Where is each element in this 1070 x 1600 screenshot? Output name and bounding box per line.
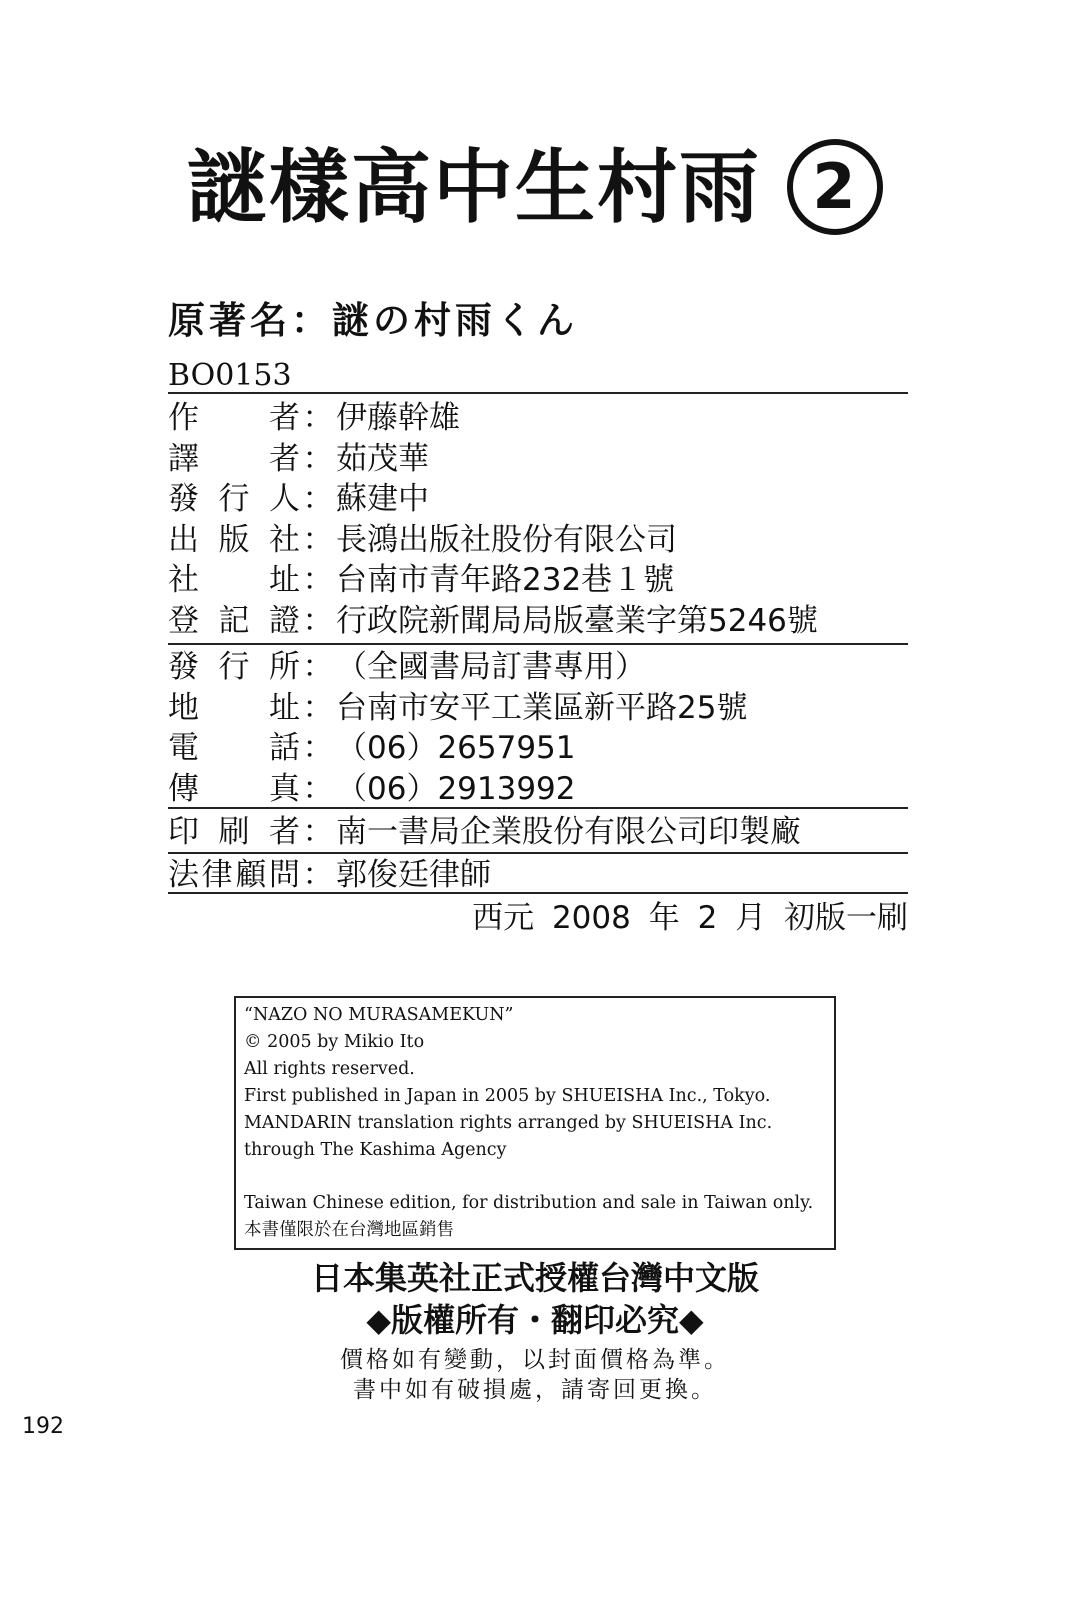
copyright-line: “NAZO NO MURASAMEKUN”: [244, 1005, 514, 1025]
divider: [168, 643, 908, 645]
info-label: [168, 601, 300, 641]
spacer: [244, 1164, 834, 1190]
distribution-line: Taiwan Chinese edition, for distribution and sale in Taiwan only.: [244, 1193, 814, 1213]
label-char: 律: [201, 857, 233, 893]
label-char: 址: [269, 562, 300, 598]
label-char: 社: [168, 562, 199, 598]
info-row: [168, 398, 460, 438]
label-char: 發: [168, 481, 199, 517]
divider: [168, 392, 908, 394]
info-value: （全國書局訂書專用）: [336, 649, 646, 685]
info-value: 長鴻出版社股份有限公司: [336, 521, 677, 558]
label-char: 社: [269, 521, 300, 558]
label-char: 者: [269, 400, 300, 436]
info-value: 行政院新聞局局版臺業字第5246號: [336, 602, 818, 639]
colon: ：: [302, 814, 334, 850]
info-row: [168, 479, 429, 519]
label-char: 人: [269, 481, 300, 517]
colon: ：: [302, 521, 334, 558]
info-value: 蘇建中: [336, 481, 429, 517]
info-label: [168, 688, 300, 728]
divider: [168, 852, 908, 854]
copyright-line: First published in Japan in 2005 by SHUEISHA Inc., Tokyo.: [244, 1086, 771, 1106]
info-value: （06）2657951: [336, 730, 576, 766]
label-char: 電: [168, 730, 199, 766]
lawyer-row: [168, 855, 491, 895]
label-char: 印: [168, 814, 199, 850]
colon: ：: [302, 730, 334, 766]
info-label: [168, 439, 300, 479]
info-label: [168, 479, 300, 519]
colon: ：: [302, 770, 334, 807]
colon: ：: [302, 857, 334, 893]
info-value: 伊藤幹雄: [336, 400, 460, 436]
info-row: [168, 647, 646, 687]
printer-value: 南一書局企業股份有限公司印製廠: [336, 814, 801, 850]
label-char: 作: [168, 400, 199, 436]
label-char: 登: [168, 602, 199, 639]
info-label: [168, 647, 300, 687]
info-label: [168, 560, 300, 600]
lawyer-value: 郭俊廷律師: [336, 857, 491, 893]
page-number: 192: [22, 1414, 64, 1439]
label-char: 真: [269, 770, 300, 807]
info-value: 台南市青年路232巷１號: [336, 562, 675, 598]
book-title: [0, 138, 1070, 241]
divider: [168, 807, 908, 809]
printer-row: [168, 812, 801, 852]
label-char: 問: [268, 857, 300, 893]
edition-date: 西元 2008 年 2 月 初版一刷: [472, 900, 908, 936]
colon: ：: [302, 649, 334, 685]
label-char: 記: [218, 602, 250, 639]
label-char: 法: [168, 857, 199, 893]
copyright-box: [234, 996, 836, 1250]
colon: ：: [302, 400, 334, 436]
printer-label: [168, 812, 300, 852]
colon: ：: [302, 481, 334, 517]
colon: ：: [302, 440, 334, 477]
info-row: [168, 439, 429, 479]
label-char: 址: [269, 689, 300, 726]
label-char: 者: [269, 814, 300, 850]
label-char: 地: [168, 689, 199, 726]
info-row: [168, 601, 818, 641]
divider: [168, 892, 908, 894]
lawyer-label: [168, 855, 300, 895]
book-title-text: 謎樣高中生村雨: [187, 141, 761, 234]
copyright-line: All rights reserved.: [244, 1059, 415, 1079]
colon: ：: [302, 602, 334, 639]
colon: ：: [302, 562, 334, 598]
original-title: 原著名：謎の村雨くん: [168, 299, 578, 342]
colon: ：: [302, 689, 334, 726]
label-char: 傳: [168, 770, 199, 807]
copyright-line: MANDARIN translation rights arranged by SHUEISHA Inc.: [244, 1113, 773, 1133]
info-value: 茹茂華: [336, 440, 429, 477]
label-char: 行: [218, 649, 250, 685]
label-char: 行: [218, 481, 250, 517]
info-row: [168, 520, 677, 560]
info-label: [168, 769, 300, 809]
info-label: [168, 398, 300, 438]
label-char: 發: [168, 649, 199, 685]
info-value: 台南市安平工業區新平路25號: [336, 689, 748, 726]
label-char: 出: [168, 521, 199, 558]
copyright-line: © 2005 by Mikio Ito: [244, 1032, 425, 1052]
copyright-line: through The Kashima Agency: [244, 1140, 507, 1160]
info-row: [168, 560, 674, 600]
label-char: 者: [269, 440, 300, 477]
authorization-statement: 日本集英社正式授權台灣中文版: [310, 1259, 759, 1297]
label-char: 刷: [218, 814, 250, 850]
info-label: [168, 728, 300, 768]
info-row: [168, 688, 747, 728]
volume-number: 2: [787, 139, 883, 235]
label-char: 譯: [168, 440, 199, 477]
info-row: [168, 728, 576, 768]
price-note: 價格如有變動，以封面價格為準。: [340, 1347, 730, 1373]
rights-statement: ◆版權所有・翻印必究◆: [366, 1301, 704, 1339]
distribution-line: 本書僅限於在台灣地區銷售: [244, 1220, 454, 1240]
label-char: 所: [269, 649, 300, 685]
book-code: BO0153: [168, 358, 292, 393]
info-value: （06）2913992: [336, 770, 576, 807]
label-char: 顧: [235, 857, 267, 893]
info-label: [168, 520, 300, 560]
label-char: 版: [218, 521, 250, 558]
info-row: [168, 769, 576, 809]
damage-note: 書中如有破損處，請寄回更換。: [353, 1377, 717, 1403]
label-char: 話: [269, 730, 300, 766]
label-char: 證: [269, 602, 300, 639]
